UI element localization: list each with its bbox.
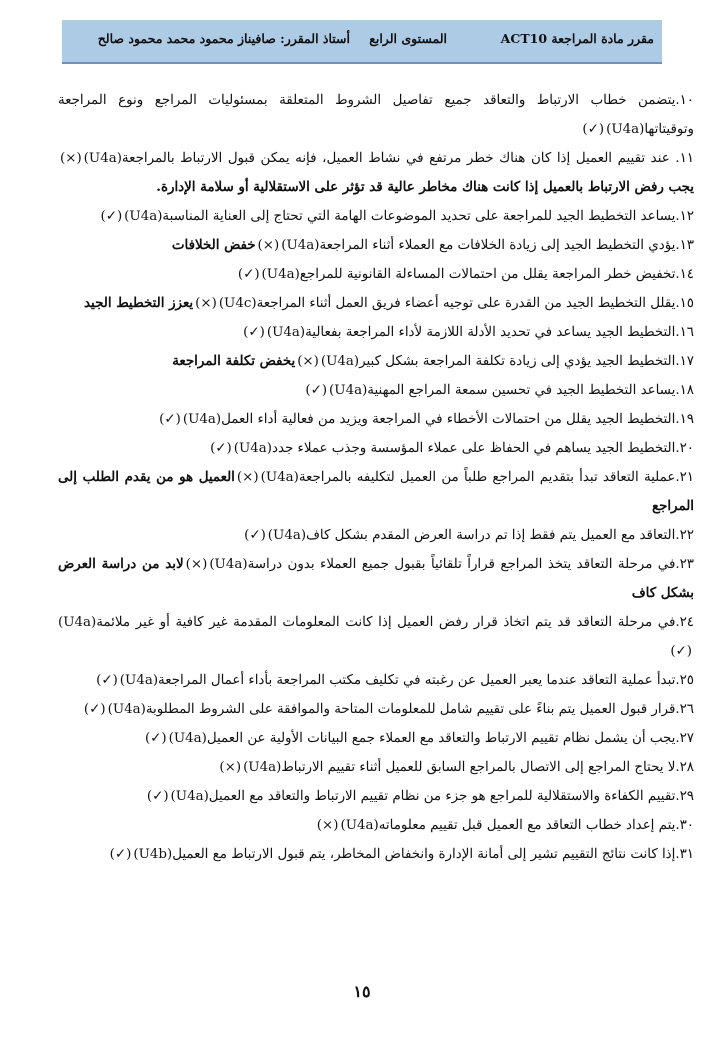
correction-note: يجب رفض الارتباط بالعميل إذا كانت هناك مخاطر عالية قد تؤثر على الاستقلالية أو سلامة الإدارة. — [156, 179, 694, 195]
question-item — [58, 289, 694, 318]
answer-mark: (✓) — [100, 209, 123, 224]
question-text: ٢٨.لا يحتاج المراجع إلى الاتصال بالمراجع السابق للعميل أثناء تقييم الارتباط(U4a) — [243, 760, 694, 775]
correction-note: لابد من دراسة العرض بشكل كاف — [58, 556, 694, 601]
question-item — [58, 608, 694, 666]
course-instructor: أستاذ المقرر: صافيناز محمود محمد محمود صالح — [97, 31, 350, 46]
question-text: ٣٠.يتم إعداد خطاب التعاقد مع العميل قبل تقييم معلوماته(U4a) — [340, 818, 694, 833]
answer-mark: (✓) — [243, 325, 265, 340]
page-number: ١٥ — [353, 982, 371, 1001]
answer-mark: (×) — [297, 354, 319, 369]
question-item — [58, 782, 694, 811]
question-text: ١٤.تخفيض خطر المراجعة يقلل من احتمالات المساءلة القانونية للمراجع(U4a) — [261, 267, 694, 282]
question-item — [58, 260, 694, 289]
answer-mark: (✓) — [83, 702, 106, 717]
question-item — [58, 753, 694, 782]
question-item — [58, 550, 694, 608]
question-item — [58, 840, 694, 869]
question-text: ٢٢.التعاقد مع العميل يتم فقط إذا تم دراسة العرض المقدم بشكل كاف(U4a) — [267, 528, 694, 543]
question-text: ٢٧.يجب أن يشمل نظام تقييم الارتباط والتعاقد مع العملاء جمع البيانات الأولية عن العميل(U4a) — [168, 731, 694, 746]
answer-mark: (×) — [316, 818, 339, 833]
question-text: ١٩.التخطيط الجيد يقلل من احتمالات الأخطاء في المراجعة ويزيد من فعالية أداء العمل(U4a) — [182, 412, 694, 427]
question-text: ١١. عند تقييم العميل إذا كان هناك خطر مرتفع في نشاط العميل، فإنه يمكن قبول الارتباط بالمراجعة(U4a) — [83, 151, 694, 166]
answer-mark: (✓) — [305, 383, 328, 398]
question-text: ١٥.يقلل التخطيط الجيد من القدرة على توجيه أعضاء فريق العمل أثناء المراجعة(U4c) — [218, 296, 694, 311]
question-text: ١٦.التخطيط الجيد يساعد في تحديد الأدلة اللازمة لأداء المراجعة بفعالية(U4a) — [266, 325, 694, 340]
question-text: ٢١.عملية التعاقد تبدأ بتقديم المراجع طلباً من العميل لتكليفه بالمراجعة(U4a) — [260, 470, 694, 485]
answer-mark: (×) — [236, 470, 259, 485]
question-text: ٢٠.التخطيط الجيد يساهم في الحفاظ على عملاء المؤسسة وجذب عملاء جدد(U4a) — [233, 441, 694, 456]
answer-mark: (×) — [185, 557, 208, 572]
question-text: ٣١.إذا كانت نتائج التقييم تشير إلى أمانة الإدارة وانخفاض المخاطر، يتم قبول الارتباط مع العميل(U4b) — [133, 847, 694, 862]
question-item — [58, 724, 694, 753]
course-header — [62, 20, 662, 64]
question-text: ٢٣.في مرحلة التعاقد يتخذ المراجع قراراً تلقائياً بقبول جميع العملاء بدون دراسة(U4a) — [209, 557, 694, 572]
question-text: ١٧.التخطيط الجيد يؤدي إلى زيادة تكلفة المراجعة بشكل كبير(U4a) — [320, 354, 694, 369]
course-title: مقرر مادة المراجعة ACT10 — [500, 31, 654, 46]
question-text: ١٠.يتضمن خطاب الارتباط والتعاقد جميع تفاصيل الشروط المتعلقة بمسئوليات المراجع ونوع المراجعة وتوقيتاتها(U4a) — [58, 93, 694, 137]
correction-note: العميل هو من يقدم الطلب إلى المراجع — [58, 469, 694, 514]
correction-note: خفض الخلافات — [171, 237, 256, 253]
question-list — [58, 86, 694, 869]
question-text: ٢٦.قرار قبول العميل يتم بناءً على تقييم شامل للمعلومات المتاحة والموافقة على الشروط المطلوبة(U4a) — [107, 702, 694, 717]
correction-note: يخفض تكلفة المراجعة — [172, 353, 296, 369]
question-item — [58, 231, 694, 260]
question-item — [58, 405, 694, 434]
answer-mark: (×) — [60, 151, 82, 166]
answer-mark: (×) — [257, 238, 280, 253]
answer-mark: (✓) — [244, 528, 266, 543]
answer-mark: (✓) — [582, 122, 605, 137]
question-item — [58, 318, 694, 347]
question-text: ١٢.يساعد التخطيط الجيد للمراجعة على تحديد الموضوعات الهامة التي تحتاج إلى العناية المناسبة(U4a) — [124, 209, 694, 224]
question-item — [58, 144, 694, 202]
question-text: ٢٩.تقييم الكفاءة والاستقلالية للمراجع هو جزء من نظام تقييم الارتباط والتعاقد مع العميل(U4a) — [170, 789, 694, 804]
answer-mark: (✓) — [159, 412, 181, 427]
question-text: ١٨.يساعد التخطيط الجيد في تحسين سمعة المراجع المهنية(U4a) — [329, 383, 694, 398]
question-item — [58, 695, 694, 724]
question-item — [58, 463, 694, 521]
question-text: ٢٥.تبدأ عملية التعاقد عندما يعبر العميل عن رغبته في تكليف مكتب المراجعة بأداء أعمال المراجعة(U4a) — [119, 673, 694, 688]
correction-note: يعزز التخطيط الجيد — [84, 295, 194, 311]
question-item — [58, 666, 694, 695]
question-item — [58, 202, 694, 231]
question-item — [58, 521, 694, 550]
answer-mark: (×) — [195, 296, 217, 311]
question-item — [58, 376, 694, 405]
question-text: ١٣.يؤدي التخطيط الجيد إلى زيادة الخلافات مع العملاء أثناء المراجعة(U4a) — [281, 238, 694, 253]
question-text: ٢٤.في مرحلة التعاقد قد يتم اتخاذ قرار رفض العميل إذا كانت المعلومات المقدمة غير كافية أو غير ملائمة(U4a) — [58, 615, 694, 630]
question-item — [58, 347, 694, 376]
question-item — [58, 434, 694, 463]
answer-mark: (✓) — [96, 673, 118, 688]
question-item — [58, 811, 694, 840]
answer-mark: (✓) — [144, 731, 167, 746]
question-item — [58, 86, 694, 144]
answer-mark: (×) — [219, 760, 242, 775]
answer-mark: (✓) — [109, 847, 132, 862]
course-level: المستوى الرابع — [369, 31, 447, 46]
answer-mark: (✓) — [146, 789, 169, 804]
answer-mark: (✓) — [210, 441, 232, 456]
answer-mark: (✓) — [670, 644, 692, 659]
answer-mark: (✓) — [237, 267, 260, 282]
